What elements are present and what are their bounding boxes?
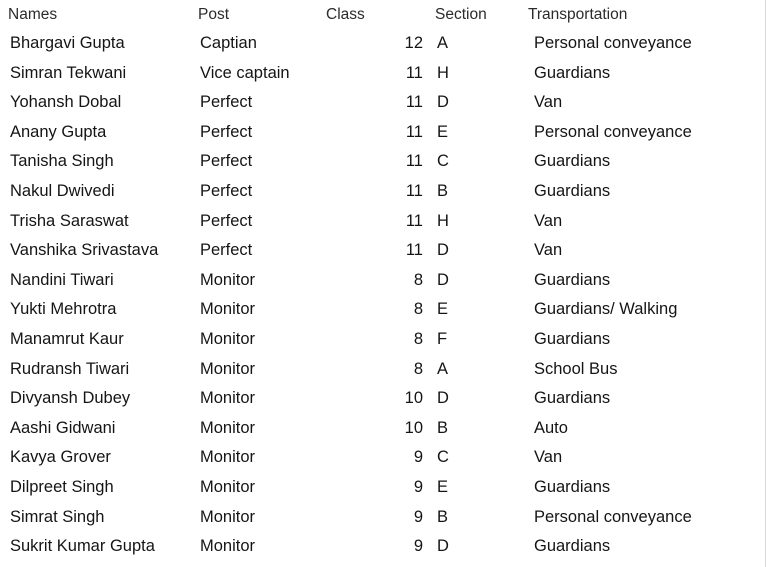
- cell-section: B: [437, 507, 449, 526]
- table-row: [0, 356, 768, 386]
- cell-name: Aashi Gidwani: [10, 418, 116, 437]
- cell-transportation: Guardians: [534, 329, 611, 348]
- cell-section: E: [437, 300, 449, 319]
- cell-transportation: Personal conveyance: [534, 507, 692, 526]
- cell-post: Monitor: [200, 359, 256, 378]
- cell-class: 11: [405, 241, 423, 260]
- cell-section: E: [437, 477, 449, 496]
- cell-post: Perfect: [200, 93, 253, 112]
- cell-class: 12: [404, 34, 423, 52]
- cell-name: Manamrut Kaur: [10, 329, 124, 348]
- cell-class: 9: [413, 477, 423, 496]
- cell-transportation: Guardians: [534, 181, 611, 200]
- cell-section: A: [437, 34, 449, 52]
- cell-name: Vanshika Srivastava: [10, 241, 159, 260]
- table-row: [0, 444, 768, 474]
- table-row: [0, 208, 768, 238]
- cell-transportation: Guardians: [534, 270, 611, 289]
- cell-post: Monitor: [200, 270, 256, 289]
- table-row: [0, 504, 768, 534]
- cell-name: Yukti Mehrotra: [10, 300, 117, 319]
- cell-name: Rudransh Tiwari: [10, 359, 130, 378]
- table-row: [0, 415, 768, 445]
- cell-section: D: [437, 537, 449, 556]
- header-class: Class: [326, 6, 365, 23]
- cell-name: Nakul Dwivedi: [10, 181, 115, 200]
- cell-transportation: Guardians: [534, 152, 611, 171]
- table-row: [0, 30, 768, 60]
- cell-name: Bhargavi Gupta: [10, 34, 125, 52]
- header-section: Section: [435, 6, 487, 23]
- cell-class: 11: [405, 122, 423, 141]
- cell-section: D: [437, 241, 449, 260]
- table-header: [0, 4, 768, 28]
- cell-section: C: [437, 152, 449, 171]
- cell-name: Trisha Saraswat: [10, 211, 129, 230]
- cell-post: Captian: [200, 34, 257, 52]
- table-row: [0, 237, 768, 267]
- cell-class: 10: [404, 418, 423, 437]
- cell-class: 11: [405, 63, 423, 82]
- cell-transportation: Van: [534, 241, 563, 260]
- cell-class: 8: [413, 359, 423, 378]
- header-post: Post: [198, 6, 230, 23]
- cell-post: Monitor: [200, 329, 256, 348]
- table-row: [0, 533, 768, 563]
- cell-transportation: Guardians/ Walking: [534, 300, 678, 319]
- cell-class: 11: [405, 181, 423, 200]
- cell-class: 11: [405, 152, 423, 171]
- cell-transportation: School Bus: [534, 359, 618, 378]
- cell-name: Yohansh Dobal: [10, 93, 122, 112]
- cell-transportation: Guardians: [534, 389, 611, 408]
- cell-class: 9: [413, 507, 423, 526]
- cell-post: Perfect: [200, 181, 253, 200]
- cell-class: 8: [413, 329, 423, 348]
- table-row: [0, 296, 768, 326]
- cell-transportation: Personal conveyance: [534, 122, 692, 141]
- table-row: [0, 60, 768, 90]
- cell-name: Kavya Grover: [10, 448, 111, 467]
- cell-transportation: Guardians: [534, 537, 611, 556]
- cell-name: Anany Gupta: [10, 122, 107, 141]
- cell-name: Simran Tekwani: [10, 63, 127, 82]
- cell-name: Dilpreet Singh: [10, 477, 114, 496]
- cell-name: Tanisha Singh: [10, 152, 114, 171]
- cell-post: Monitor: [200, 477, 256, 496]
- cell-transportation: Auto: [534, 418, 568, 437]
- cell-post: Monitor: [200, 537, 256, 556]
- table-row: [0, 267, 768, 297]
- cell-name: Nandini Tiwari: [10, 270, 114, 289]
- cell-class: 11: [405, 93, 423, 112]
- cell-post: Monitor: [200, 448, 256, 467]
- cell-class: 9: [413, 537, 423, 556]
- cell-section: D: [437, 270, 449, 289]
- cell-transportation: Personal conveyance: [534, 34, 692, 52]
- cell-name: Simrat Singh: [10, 507, 105, 526]
- cell-section: E: [437, 122, 449, 141]
- cell-post: Perfect: [200, 122, 253, 141]
- table-row: [0, 89, 768, 119]
- cell-section: F: [437, 329, 448, 348]
- cell-class: 8: [413, 270, 423, 289]
- cell-post: Monitor: [200, 507, 256, 526]
- cell-transportation: Van: [534, 93, 563, 112]
- table-row: [0, 119, 768, 149]
- cell-post: Monitor: [200, 300, 256, 319]
- cell-section: D: [437, 93, 449, 112]
- cell-post: Perfect: [200, 211, 253, 230]
- table-row: [0, 385, 768, 415]
- cell-section: D: [437, 389, 449, 408]
- cell-section: H: [437, 211, 449, 230]
- cell-transportation: Guardians: [534, 63, 611, 82]
- cell-post: Monitor: [200, 389, 256, 408]
- cell-class: 8: [413, 300, 423, 319]
- cell-section: H: [437, 63, 449, 82]
- cell-section: B: [437, 418, 449, 437]
- cell-class: 10: [404, 389, 423, 408]
- cell-post: Perfect: [200, 241, 253, 260]
- table-row: [0, 474, 768, 504]
- table-body: [0, 30, 768, 563]
- table-row: [0, 178, 768, 208]
- cell-post: Monitor: [200, 418, 256, 437]
- table-row: [0, 148, 768, 178]
- cell-section: B: [437, 181, 449, 200]
- cell-class: 9: [413, 448, 423, 467]
- cell-post: Vice captain: [200, 63, 290, 82]
- table-row: [0, 326, 768, 356]
- cell-transportation: Guardians: [534, 477, 611, 496]
- table-right-border: [765, 0, 766, 567]
- cell-post: Perfect: [200, 152, 253, 171]
- cell-transportation: Van: [534, 211, 563, 230]
- cell-name: Sukrit Kumar Gupta: [10, 537, 155, 556]
- cell-class: 11: [405, 211, 423, 230]
- header-transportation: Transportation: [528, 6, 628, 23]
- header-names: Names: [8, 6, 58, 23]
- cell-transportation: Van: [534, 448, 563, 467]
- cell-section: A: [437, 359, 449, 378]
- cell-section: C: [437, 448, 449, 467]
- cell-name: Divyansh Dubey: [10, 389, 131, 408]
